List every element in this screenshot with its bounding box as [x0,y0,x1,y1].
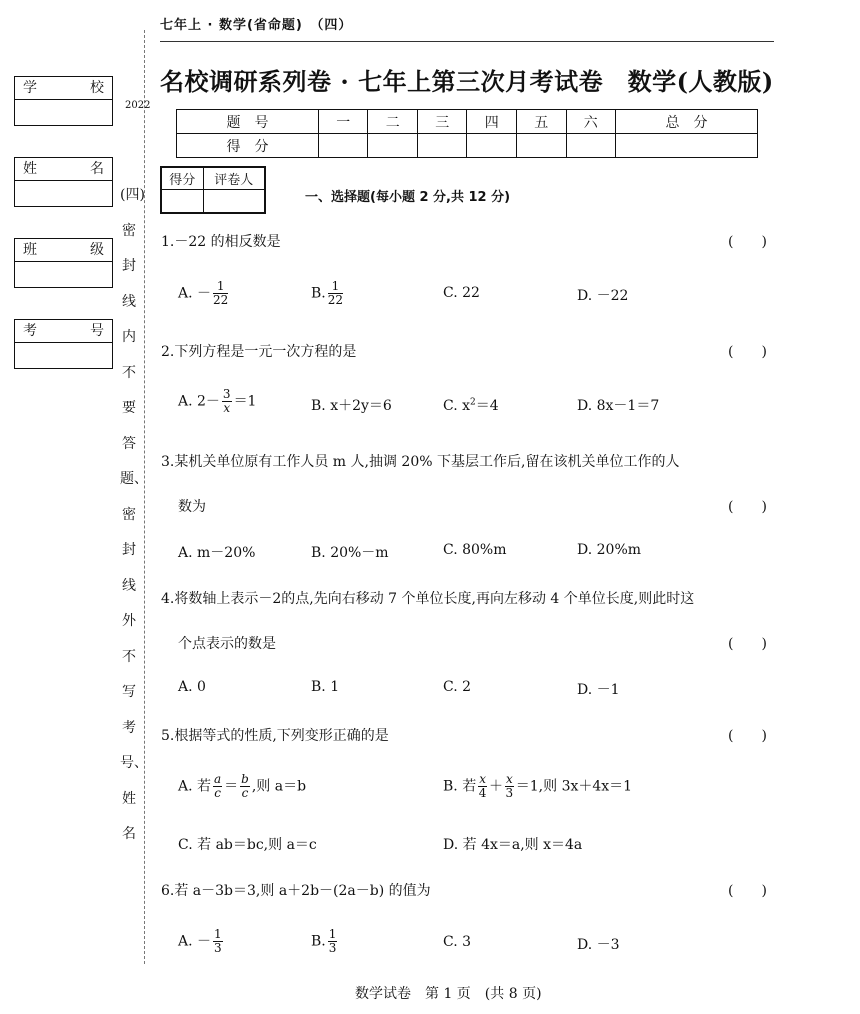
class-label-1: 班 [23,242,37,258]
grader-score-label: 得分 [161,167,203,189]
name-field[interactable] [14,157,113,207]
header-rule [160,41,774,42]
grader-score-cell[interactable] [161,189,203,213]
score-header: 二 [368,110,418,134]
school-field[interactable] [14,76,113,126]
class-label-2: 级 [90,242,104,258]
q2-option-a: A. 2－ $\frac{3}{x}$ ＝1 [178,387,257,415]
answer-blank-1[interactable]: ( ) [728,234,767,250]
question-3-cont: 数为 [178,499,206,515]
score-header: 题 号 [177,110,319,134]
page-header: 七年上 · 数学(省命题) （四） [160,18,353,33]
q5-option-b: B. 若 $\frac{x}{4}$ ＋ $\frac{x}{3}$ ＝1,则 3x＋4x＝1 [443,772,633,800]
q5-option-a: A. 若 $\frac{a}{c}$ ＝ $\frac{b}{c}$ ,则 a＝b [178,772,307,800]
score-header: 三 [417,110,467,134]
score-header: 总 分 [616,110,758,134]
exam-number-label-1: 考 [23,323,37,339]
grader-name-cell[interactable] [203,189,265,213]
score-table [176,109,758,158]
question-1: 1.－22 的相反数是 [161,234,281,250]
q4-option-c: C. 2 [443,679,472,695]
question-2: 2.下列方程是一元一次方程的是 [161,344,357,360]
q1-option-b: B. $\frac{1}{22}$ [311,279,344,307]
q1-option-c: C. 22 [443,285,480,301]
q6-option-b: B. $\frac{1}{3}$ [311,927,337,955]
score-cell[interactable] [417,134,467,158]
class-field[interactable] [14,238,113,288]
answer-blank-4[interactable]: ( ) [728,636,767,652]
q6-option-a: A. － $\frac{1}{3}$ [178,927,222,955]
answer-blank-2[interactable]: ( ) [728,344,767,360]
exam-number-label-2: 号 [90,323,104,339]
score-cell[interactable] [318,134,368,158]
answer-blank-3[interactable]: ( ) [728,499,767,515]
q4-option-d: D. －1 [577,682,620,698]
q5-option-d: D. 若 4x＝a,则 x＝4a [443,837,583,853]
q4-option-b: B. 1 [311,679,340,695]
q3-option-d: D. 20%m [577,542,642,558]
page-footer: 数学试卷 第 1 页 (共 8 页) [355,986,542,1002]
score-cell[interactable] [368,134,418,158]
q1-option-d: D. －22 [577,288,629,304]
score-header: 六 [566,110,616,134]
q1-option-a: A. － $\frac{1}{22}$ [178,279,229,307]
grader-name-label: 评卷人 [203,167,265,189]
question-5: 5.根据等式的性质,下列变形正确的是 [161,728,389,744]
q3-option-b: B. 20%－m [311,545,389,561]
section-heading: 一、选择题(每小题 2 分,共 12 分) [305,190,511,205]
exam-number-field[interactable] [14,319,113,369]
question-6: 6.若 a－3b＝3,则 a＋2b－(2a－b) 的值为 [161,883,431,899]
score-cell[interactable] [517,134,567,158]
q6-option-d: D. －3 [577,937,620,953]
score-header: 一 [318,110,368,134]
q4-option-a: A. 0 [178,679,206,695]
page-title: 名校调研系列卷 · 七年上第三次月考试卷 数学(人教版) [160,67,774,96]
year-vertical: 2022 [125,100,151,111]
answer-blank-6[interactable]: ( ) [728,883,767,899]
score-cell[interactable] [616,134,758,158]
seal-instruction: (四)密封线内不要答题、密封线外不写考号、姓名 [120,187,148,842]
school-label-2: 校 [90,80,104,96]
grader-table [160,166,266,214]
q2-option-b: B. x＋2y＝6 [311,398,392,414]
score-header: 五 [517,110,567,134]
question-3: 3.某机关单位原有工作人员 m 人,抽调 20% 下基层工作后,留在该机关单位工作的人 [161,454,680,470]
q5-option-c: C. 若 ab＝bc,则 a＝c [178,837,317,853]
name-label-1: 姓 [23,161,37,177]
q3-option-c: C. 80%m [443,542,507,558]
q6-option-c: C. 3 [443,934,472,950]
school-label-1: 学 [23,80,37,96]
score-cell[interactable] [566,134,616,158]
q2-option-c: C. $x^2=4$ [443,397,499,414]
question-4-cont: 个点表示的数是 [178,636,276,652]
seal-line [144,30,145,964]
name-label-2: 名 [90,161,104,177]
answer-blank-5[interactable]: ( ) [728,728,767,744]
score-header: 四 [467,110,517,134]
q2-option-d: D. 8x－1＝7 [577,398,660,414]
score-cell[interactable] [467,134,517,158]
question-4: 4.将数轴上表示－2的点,先向右移动 7 个单位长度,再向左移动 4 个单位长度,则此时这 [161,591,695,607]
score-row-label: 得 分 [177,134,319,158]
q3-option-a: A. m－20% [178,545,256,561]
